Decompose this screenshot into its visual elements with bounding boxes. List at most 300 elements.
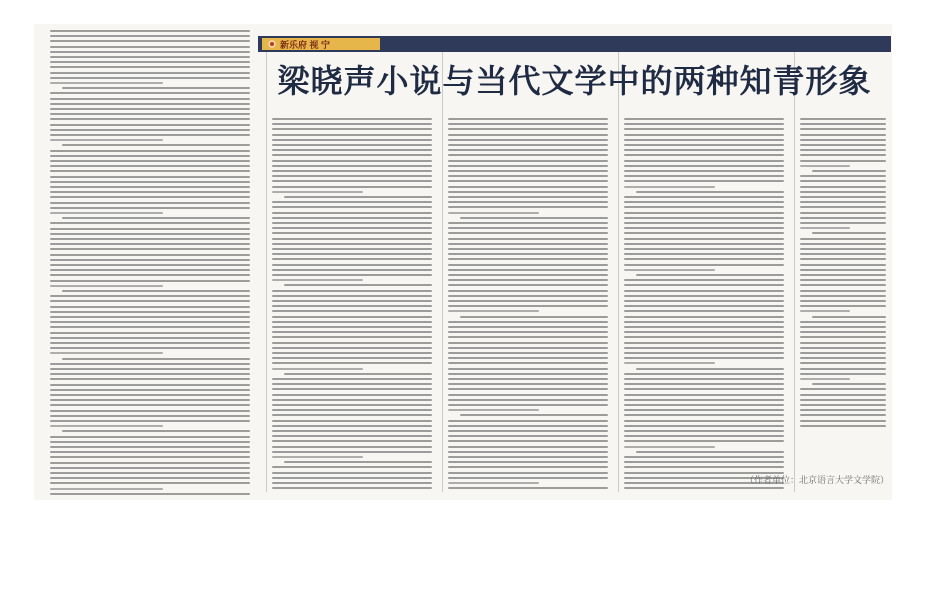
text-line xyxy=(448,409,539,411)
text-line xyxy=(50,77,250,79)
text-line xyxy=(50,384,250,386)
text-line xyxy=(272,440,432,442)
text-line xyxy=(624,160,784,162)
text-line xyxy=(448,274,608,276)
text-line xyxy=(636,274,784,276)
text-line xyxy=(800,321,886,323)
text-line xyxy=(448,134,608,136)
text-line xyxy=(50,493,250,495)
text-line xyxy=(272,300,432,302)
text-line xyxy=(50,352,163,354)
text-line xyxy=(800,149,886,151)
text-line xyxy=(800,227,850,229)
column-divider xyxy=(618,52,619,492)
text-line xyxy=(272,336,432,338)
text-line xyxy=(448,440,608,442)
text-line xyxy=(800,269,886,271)
text-line xyxy=(624,352,784,354)
text-line xyxy=(812,383,886,385)
text-line xyxy=(448,160,608,162)
text-line xyxy=(800,134,886,136)
text-line xyxy=(624,264,784,266)
text-line xyxy=(448,347,608,349)
text-line xyxy=(50,82,163,84)
text-line xyxy=(800,378,850,380)
text-line xyxy=(800,274,886,276)
text-line xyxy=(50,300,250,302)
text-line xyxy=(272,144,432,146)
text-line xyxy=(448,466,608,468)
text-line xyxy=(448,435,608,437)
text-line xyxy=(448,388,608,390)
text-line xyxy=(800,310,850,312)
text-line xyxy=(50,30,250,32)
text-line xyxy=(624,144,784,146)
text-line xyxy=(50,436,250,438)
text-line xyxy=(448,201,608,203)
text-line xyxy=(448,362,608,364)
text-line xyxy=(624,420,784,422)
text-line xyxy=(800,160,886,162)
text-line xyxy=(50,92,250,94)
text-line xyxy=(284,284,432,286)
text-line xyxy=(624,139,784,141)
text-line xyxy=(272,227,432,229)
text-line xyxy=(624,430,784,432)
text-line xyxy=(800,357,886,359)
text-line xyxy=(272,451,432,453)
text-line xyxy=(800,284,886,286)
text-line xyxy=(800,409,886,411)
text-line xyxy=(50,228,250,230)
text-line xyxy=(624,284,784,286)
text-line xyxy=(800,425,886,427)
text-line xyxy=(50,124,250,126)
text-line xyxy=(800,118,886,120)
text-line xyxy=(448,118,608,120)
text-line xyxy=(448,123,608,125)
text-line xyxy=(272,383,432,385)
text-line xyxy=(272,362,432,364)
text-line xyxy=(812,170,886,172)
text-line xyxy=(624,201,784,203)
text-line xyxy=(448,477,608,479)
text-line xyxy=(272,409,432,411)
text-line xyxy=(50,295,250,297)
text-line xyxy=(50,61,250,63)
text-line xyxy=(448,321,608,323)
text-line xyxy=(272,310,432,312)
text-line xyxy=(448,222,608,224)
text-line xyxy=(624,342,784,344)
text-line xyxy=(50,415,250,417)
text-line xyxy=(272,342,432,344)
text-line xyxy=(50,113,250,115)
text-line xyxy=(272,420,432,422)
text-line xyxy=(624,149,784,151)
text-line xyxy=(272,191,363,193)
text-line xyxy=(50,233,250,235)
text-line xyxy=(272,269,432,271)
text-line xyxy=(50,326,250,328)
text-line xyxy=(800,196,886,198)
text-line xyxy=(50,51,250,53)
text-line xyxy=(272,274,432,276)
text-line xyxy=(448,258,608,260)
text-line xyxy=(50,363,250,365)
text-line xyxy=(50,222,250,224)
text-line xyxy=(448,238,608,240)
text-line xyxy=(272,290,432,292)
text-line xyxy=(448,472,608,474)
text-line xyxy=(624,409,784,411)
text-line xyxy=(272,482,432,484)
text-line xyxy=(272,139,432,141)
text-line xyxy=(50,389,250,391)
text-line xyxy=(800,128,886,130)
text-line xyxy=(272,305,432,307)
text-line xyxy=(448,170,608,172)
text-line xyxy=(272,394,432,396)
text-line xyxy=(800,243,886,245)
text-line xyxy=(448,404,608,406)
text-line xyxy=(272,357,432,359)
text-line xyxy=(50,150,250,152)
text-line xyxy=(624,123,784,125)
text-line xyxy=(800,404,886,406)
text-line xyxy=(50,259,250,261)
text-line xyxy=(50,368,250,370)
text-line xyxy=(50,170,250,172)
text-line xyxy=(800,336,886,338)
text-line xyxy=(50,243,250,245)
text-line xyxy=(800,154,886,156)
text-line xyxy=(800,217,886,219)
article-title: 梁晓声小说与当代文学中的两种知青形象 xyxy=(277,63,872,99)
text-line xyxy=(50,441,250,443)
text-line xyxy=(800,144,886,146)
text-line xyxy=(50,378,250,380)
text-line xyxy=(50,451,250,453)
text-line xyxy=(50,66,250,68)
text-line xyxy=(624,357,784,359)
text-line xyxy=(448,165,608,167)
text-line xyxy=(272,134,432,136)
text-line xyxy=(272,321,432,323)
text-line xyxy=(448,336,608,338)
text-line xyxy=(272,446,432,448)
text-line xyxy=(800,139,886,141)
text-line xyxy=(448,368,608,370)
text-line xyxy=(272,378,432,380)
text-line xyxy=(624,487,784,489)
text-line xyxy=(50,165,250,167)
text-line xyxy=(624,165,784,167)
text-line xyxy=(448,269,608,271)
text-line xyxy=(624,206,784,208)
text-line xyxy=(800,347,886,349)
text-line xyxy=(624,295,784,297)
text-line xyxy=(272,212,432,214)
text-line xyxy=(448,373,608,375)
text-line xyxy=(448,487,608,489)
text-line xyxy=(448,290,608,292)
text-line xyxy=(448,461,608,463)
text-line xyxy=(624,243,784,245)
text-line xyxy=(800,362,886,364)
text-line xyxy=(636,451,784,453)
text-line xyxy=(448,446,608,448)
text-line xyxy=(50,347,250,349)
text-line xyxy=(624,456,784,458)
text-line xyxy=(50,399,250,401)
text-line xyxy=(624,253,784,255)
text-line xyxy=(636,368,784,370)
text-line xyxy=(272,154,432,156)
text-line xyxy=(272,472,432,474)
section-tag-label: 新乐府 视 宁 xyxy=(280,39,331,50)
text-line xyxy=(800,222,886,224)
text-line xyxy=(448,279,608,281)
text-line xyxy=(50,482,250,484)
text-line xyxy=(448,305,608,307)
text-line xyxy=(624,461,784,463)
text-line xyxy=(272,206,432,208)
text-line xyxy=(624,290,784,292)
text-line xyxy=(448,425,608,427)
text-line xyxy=(624,118,784,120)
text-line xyxy=(800,248,886,250)
text-line xyxy=(50,160,250,162)
text-line xyxy=(50,337,250,339)
text-line xyxy=(50,46,250,48)
text-line xyxy=(448,191,608,193)
text-line xyxy=(448,186,608,188)
text-line xyxy=(272,279,363,281)
text-line xyxy=(62,358,250,360)
text-line xyxy=(448,456,608,458)
text-line xyxy=(448,295,608,297)
text-line xyxy=(624,362,715,364)
middle-column-1 xyxy=(272,116,438,592)
text-line xyxy=(624,217,784,219)
text-line xyxy=(624,279,784,281)
text-line xyxy=(448,144,608,146)
text-line xyxy=(624,399,784,401)
text-line xyxy=(50,269,250,271)
text-line xyxy=(50,420,250,422)
text-line xyxy=(800,295,886,297)
text-line xyxy=(624,440,784,442)
text-line xyxy=(272,414,432,416)
text-line xyxy=(272,160,432,162)
author-affiliation: （作者单位：北京语言大学文学院） xyxy=(744,475,889,485)
text-line xyxy=(272,399,432,401)
text-line xyxy=(50,425,163,427)
text-line xyxy=(50,332,250,334)
text-line xyxy=(272,180,432,182)
text-line xyxy=(50,181,250,183)
text-line xyxy=(50,373,250,375)
text-line xyxy=(448,206,608,208)
text-line xyxy=(624,347,784,349)
text-line xyxy=(624,300,784,302)
text-line xyxy=(800,165,850,167)
text-line xyxy=(800,388,886,390)
text-line xyxy=(50,72,250,74)
text-line xyxy=(448,378,608,380)
text-line xyxy=(800,180,886,182)
text-line xyxy=(448,232,608,234)
text-line xyxy=(800,342,886,344)
text-line xyxy=(50,129,250,131)
text-line xyxy=(800,326,886,328)
text-line xyxy=(272,425,432,427)
text-line xyxy=(272,248,432,250)
text-line xyxy=(624,238,784,240)
text-line xyxy=(272,466,432,468)
text-line xyxy=(272,123,432,125)
text-line xyxy=(448,326,608,328)
text-line xyxy=(50,306,250,308)
section-tag xyxy=(262,38,380,50)
text-line xyxy=(448,451,608,453)
text-line xyxy=(62,144,250,146)
text-line xyxy=(624,336,784,338)
text-line xyxy=(50,56,250,58)
right-column xyxy=(800,116,892,592)
text-line xyxy=(50,488,163,490)
text-line xyxy=(62,290,250,292)
text-line xyxy=(800,123,886,125)
text-line xyxy=(284,373,432,375)
text-line xyxy=(448,394,608,396)
text-line xyxy=(272,430,432,432)
text-line xyxy=(272,232,432,234)
text-line xyxy=(448,352,608,354)
text-line xyxy=(448,264,608,266)
text-line xyxy=(50,134,250,136)
text-line xyxy=(50,280,250,282)
text-line xyxy=(272,258,432,260)
text-line xyxy=(448,154,608,156)
left-column xyxy=(50,24,256,500)
text-line xyxy=(50,472,250,474)
text-line xyxy=(50,342,250,344)
column-divider xyxy=(266,52,267,492)
text-line xyxy=(800,305,886,307)
text-line xyxy=(624,232,784,234)
text-line xyxy=(448,243,608,245)
text-line xyxy=(624,425,784,427)
text-line xyxy=(624,305,784,307)
text-line xyxy=(448,227,608,229)
text-line xyxy=(800,331,886,333)
text-line xyxy=(624,212,784,214)
text-line xyxy=(272,253,432,255)
text-line xyxy=(624,378,784,380)
text-line xyxy=(624,248,784,250)
text-line xyxy=(50,35,250,37)
text-line xyxy=(50,202,250,204)
text-line xyxy=(272,435,432,437)
text-line xyxy=(272,222,432,224)
text-line xyxy=(272,149,432,151)
text-line xyxy=(50,404,250,406)
text-line xyxy=(460,217,608,219)
text-line xyxy=(272,316,432,318)
text-line xyxy=(50,285,163,287)
text-line xyxy=(460,414,608,416)
text-line xyxy=(624,326,784,328)
text-line xyxy=(812,232,886,234)
text-line xyxy=(624,435,784,437)
text-line xyxy=(50,191,250,193)
text-line xyxy=(272,217,432,219)
text-line xyxy=(272,368,363,370)
text-line xyxy=(272,165,432,167)
text-line xyxy=(624,316,784,318)
text-line xyxy=(272,128,432,130)
text-line xyxy=(636,191,784,193)
text-line xyxy=(800,414,886,416)
text-line xyxy=(800,420,886,422)
text-line xyxy=(800,394,886,396)
text-line xyxy=(272,201,432,203)
text-line xyxy=(624,258,784,260)
text-line xyxy=(50,248,250,250)
text-line xyxy=(624,414,784,416)
text-line xyxy=(448,342,608,344)
text-line xyxy=(800,253,886,255)
text-line xyxy=(624,227,784,229)
text-line xyxy=(50,155,250,157)
text-line xyxy=(50,186,250,188)
column-divider xyxy=(794,52,795,492)
text-line xyxy=(448,310,539,312)
text-line xyxy=(624,180,784,182)
text-line xyxy=(460,316,608,318)
text-line xyxy=(272,295,432,297)
text-line xyxy=(50,462,250,464)
text-line xyxy=(50,212,163,214)
text-line xyxy=(800,290,886,292)
text-line xyxy=(800,279,886,281)
text-line xyxy=(624,196,784,198)
text-line xyxy=(448,180,608,182)
text-line xyxy=(624,321,784,323)
text-line xyxy=(50,254,250,256)
text-line xyxy=(448,300,608,302)
column-divider xyxy=(442,52,443,492)
text-line xyxy=(272,175,432,177)
text-line xyxy=(284,196,432,198)
text-line xyxy=(272,331,432,333)
text-line xyxy=(272,118,432,120)
text-line xyxy=(272,487,432,489)
text-line xyxy=(50,118,250,120)
text-line xyxy=(448,196,608,198)
text-line xyxy=(800,300,886,302)
text-line xyxy=(800,212,886,214)
text-line xyxy=(624,128,784,130)
text-line xyxy=(812,316,886,318)
text-line xyxy=(448,212,539,214)
text-line xyxy=(448,430,608,432)
text-line xyxy=(62,217,250,219)
text-line xyxy=(50,264,250,266)
text-line xyxy=(272,186,432,188)
